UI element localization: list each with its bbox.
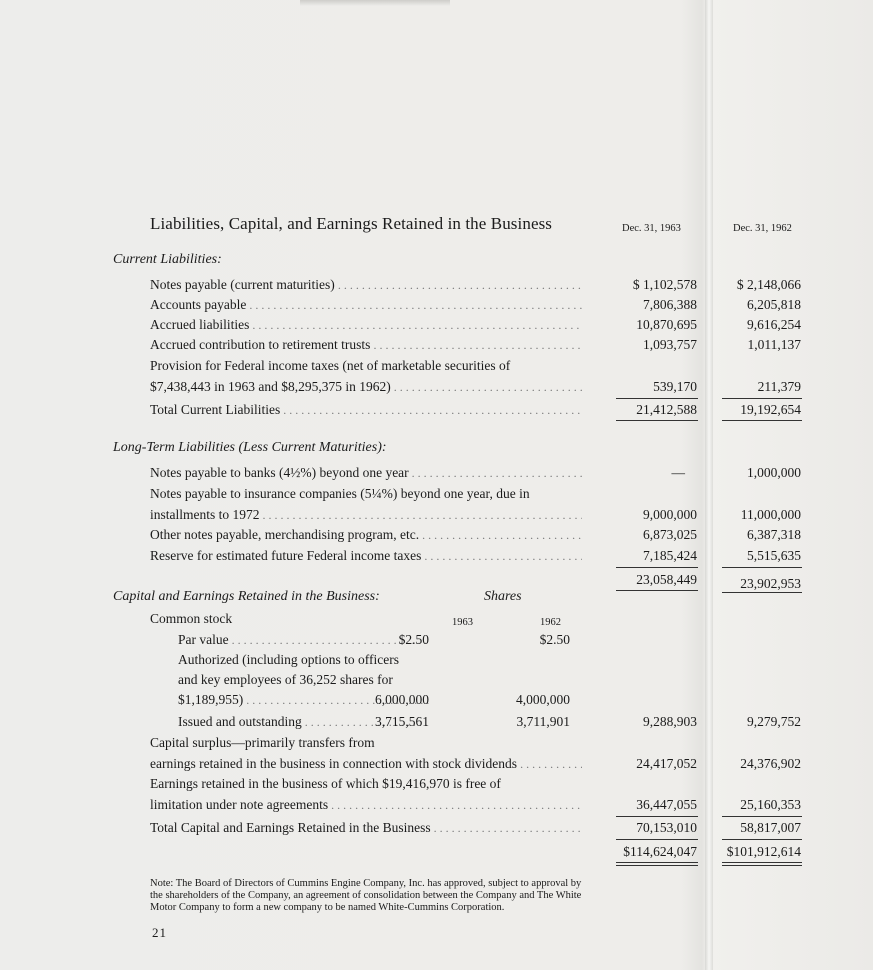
value-1963-accounts-payable: 7,806,388 [643,297,697,312]
footnote-line3: Motor Company to form a new company to be named White-Cummins Corporation. [150,902,505,913]
shares-year-1963: 1963 [452,617,473,628]
row-label-earnings-retained-line1: Earnings retained in the business of which $19,416,970 is free of [150,776,501,791]
section-heading-current-liabilities: Current Liabilities: [113,252,222,267]
value-1962-retirement-trusts: 1,011,137 [747,337,801,352]
footnote-line1: Note: The Board of Directors of Cummins Engine Company, Inc. has approved, subject to approval by [150,878,582,889]
scan-smudge [300,0,450,6]
subtotal-rule-longterm-1963 [616,567,698,568]
row-label-capital-surplus-line1: Capital surplus—primarily transfers from [150,735,375,750]
value-1962-other-notes: 6,387,318 [747,527,801,542]
total-rule-longterm-1962 [722,592,802,593]
value-1962-federal-taxes: 211,379 [757,379,801,394]
row-label-federal-taxes-line1: Provision for Federal income taxes (net of marketable securities of [150,358,511,373]
subtotal-rule-capital-1963 [616,816,698,817]
subtotal-rule-1962 [722,398,802,399]
authorized-1963: 6,000,000 [375,692,429,707]
value-1963-retirement-trusts: 1,093,757 [643,337,697,352]
value-1963-total-current-liabilities: 21,412,588 [636,402,697,417]
row-label-par-value: Par value . . . [178,632,430,648]
value-1963-notes-payable-banks: — [671,465,685,480]
value-1962-common-stock: 9,279,752 [747,714,801,729]
value-1963-accrued-liabilities: 10,870,695 [636,317,697,332]
value-1962-accounts-payable: 6,205,818 [747,297,801,312]
section-heading-capital: Capital and Earnings Retained in the Business: [113,589,380,604]
authorized-1962: 4,000,000 [516,692,570,707]
value-1963-notes-payable: $ 1,102,578 [632,277,697,292]
row-label-issued-outstanding: Issued and outstanding . . . [178,714,430,730]
value-1963-capital-surplus: 24,417,052 [636,756,697,771]
row-label-earnings-retained-line2: limitation under note agreements . . . [150,797,582,813]
value-1962-total-current-liabilities: 19,192,654 [740,402,801,417]
value-1962-earnings-retained: 25,160,353 [740,797,801,812]
row-label-common-stock: Common stock [150,611,233,626]
total-rule-1963 [616,420,698,421]
row-label-retirement-trusts: Accrued contribution to retirement trusts . . . [150,337,582,353]
row-label-reserve-taxes: Reserve for estimated future Federal income taxes . . . [150,548,582,564]
row-label-notes-payable-banks: Notes payable to banks (4½%) beyond one year . . . [150,465,582,481]
value-1963-other-notes: 6,873,025 [643,527,697,542]
subtotal-rule-capital-1962 [722,816,802,817]
value-1963-common-stock: 9,288,903 [643,714,697,729]
value-1963-total-capital: 70,153,010 [636,820,697,835]
page-number: 21 [152,925,167,940]
issued-1963: 3,715,561 [375,714,429,729]
row-label-capital-surplus-line2: earnings retained in the business in connection with stock dividends . . . [150,756,582,772]
subtotal-rule-1963 [616,398,698,399]
value-1962-reserve-taxes: 5,515,635 [747,548,801,563]
value-1962-notes-payable-banks: 1,000,000 [747,465,801,480]
row-label-authorized-line1: Authorized (including options to officers [178,652,399,667]
value-1963-earnings-retained: 36,447,055 [636,797,697,812]
value-1962-accrued-liabilities: 9,616,254 [747,317,801,332]
total-rule-longterm-1963 [616,590,698,591]
row-label-accrued-liabilities: Accrued liabilities . . . [150,317,582,333]
value-1963-grand-total: $114,624,047 [623,844,697,859]
grand-double-rule-1963 [616,862,698,866]
row-label-federal-taxes-line2: $7,438,443 in 1963 and $8,295,375 in 1962) . . . [150,379,582,395]
column-header-1963: Dec. 31, 1963 [622,223,681,234]
row-label-authorized-line2: and key employees of 36,252 shares for [178,672,393,687]
row-label-notes-insurance-line1: Notes payable to insurance companies (5¼%) beyond one year, due in [150,486,530,501]
row-label-notes-payable: Notes payable (current maturities) . . . [150,277,582,293]
grand-rule-1962 [722,839,802,840]
row-label-total-capital: Total Capital and Earnings Retained in the Business . . . [150,820,582,836]
value-1963-reserve-taxes: 7,185,424 [643,548,697,563]
value-1962-total-longterm: 23,902,953 [740,576,801,591]
footnote-line2: the shareholders of the Company, an agreement of consolidation between the Company and The White [150,890,582,901]
row-label-accounts-payable: Accounts payable . . . [150,297,582,313]
par-value-1963: $2.50 [398,632,429,647]
value-1962-capital-surplus: 24,376,902 [740,756,801,771]
issued-1962: 3,711,901 [516,714,570,729]
par-value-1962: $2.50 [539,632,570,647]
value-1962-notes-payable: $ 2,148,066 [736,277,801,292]
row-label-notes-insurance-line2: installments to 1972 . . . [150,507,582,523]
row-label-authorized-line3: $1,189,955) . . . [178,692,430,708]
shares-year-1962: 1962 [540,617,561,628]
value-1963-federal-taxes: 539,170 [653,379,697,394]
total-rule-1962 [722,420,802,421]
value-1962-total-capital: 58,817,007 [740,820,801,835]
column-header-1962: Dec. 31, 1962 [733,223,792,234]
row-label-total-current-liabilities: Total Current Liabilities . . . [150,402,582,418]
grand-double-rule-1962 [722,862,802,866]
page-title: Liabilities, Capital, and Earnings Retained in the Business [150,214,553,233]
row-label-other-notes: Other notes payable, merchandising program, etc. . . . [150,527,582,543]
subtotal-rule-longterm-1962 [722,567,802,568]
value-1963-total-longterm: 23,058,449 [636,572,697,587]
grand-rule-1963 [616,839,698,840]
page-fold [705,0,713,970]
value-1962-notes-insurance: 11,000,000 [740,507,801,522]
value-1962-grand-total: $101,912,614 [726,844,801,859]
section-heading-long-term-liabilities: Long-Term Liabilities (Less Current Maturities): [113,440,387,455]
value-1963-notes-insurance: 9,000,000 [643,507,697,522]
shares-heading: Shares [484,589,522,604]
